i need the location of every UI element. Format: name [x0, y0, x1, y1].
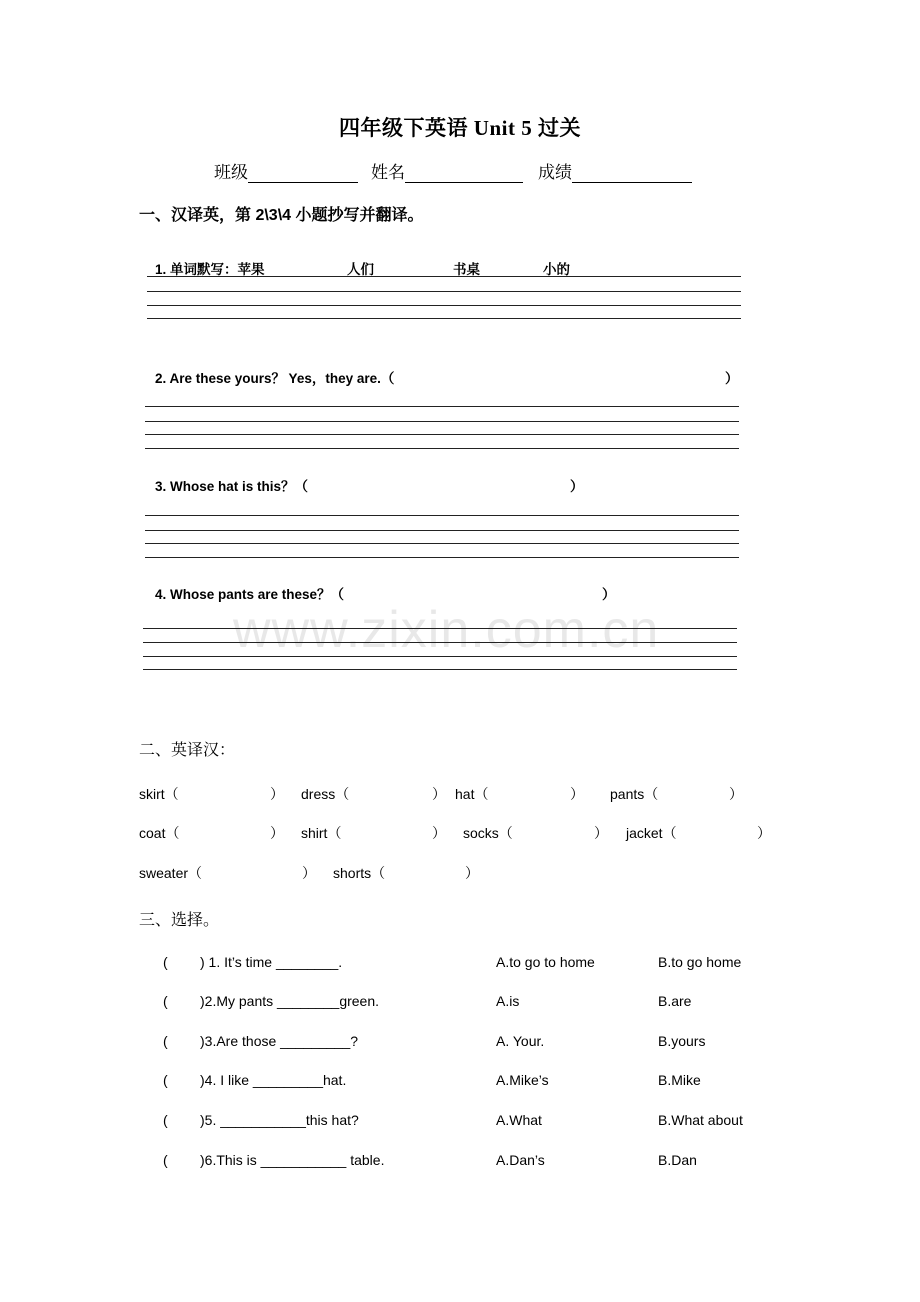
writing-line[interactable] [147, 318, 741, 319]
vocab-close: ） [270, 786, 284, 802]
q4-text: 4. Whose pants are these？（ [155, 587, 345, 602]
vocab-item-shorts[interactable]: shorts（ [333, 865, 386, 881]
section1-heading: 一、汉译英，第 2\3\4 小题抄写并翻译。 [139, 207, 424, 224]
score-blank[interactable] [572, 164, 692, 183]
writing-line[interactable] [145, 543, 739, 544]
question-stem: )2.My pants ________green. [200, 993, 380, 1009]
vocab-close: ） [570, 786, 584, 802]
vocab-item-socks[interactable]: socks（ [463, 825, 513, 841]
option-b[interactable]: B.are [658, 993, 692, 1009]
class-field[interactable] [214, 158, 358, 183]
page-title: 四年级下英语 Unit 5 过关 [339, 116, 581, 140]
option-a[interactable]: A.What [496, 1112, 542, 1128]
writing-line[interactable] [145, 448, 739, 449]
option-a[interactable]: A.Dan’s [496, 1152, 545, 1168]
vocab-item-pants[interactable]: pants（ [610, 786, 659, 802]
writing-line[interactable] [147, 276, 741, 277]
writing-line[interactable] [145, 557, 739, 558]
q4-close-paren: ） [602, 587, 616, 602]
vocab-item-dress[interactable]: dress（ [301, 786, 350, 802]
writing-line[interactable] [145, 515, 739, 516]
vocab-close: ） [757, 825, 771, 841]
writing-line[interactable] [145, 406, 739, 407]
option-b[interactable]: B.to go home [658, 954, 742, 970]
vocab-close: ） [432, 786, 446, 802]
option-b[interactable]: B.What about [658, 1112, 743, 1128]
answer-paren[interactable]: ( [163, 1033, 168, 1049]
vocab-item-coat[interactable]: coat（ [139, 825, 180, 841]
vocab-item-skirt[interactable]: skirt（ [139, 786, 179, 802]
answer-paren[interactable]: ( [163, 954, 168, 970]
vocab-close: ） [594, 825, 608, 841]
score-label: 成绩 [538, 163, 572, 182]
option-a[interactable]: A.Mike’s [496, 1072, 549, 1088]
writing-line[interactable] [145, 530, 739, 531]
section2-heading: 二、英译汉： [139, 742, 236, 759]
vocab-item-sweater[interactable]: sweater（ [139, 865, 203, 881]
watermark: www.zixin.com.cn [233, 601, 660, 659]
question-stem: )3.Are those _________? [200, 1033, 359, 1049]
writing-line[interactable] [145, 421, 739, 422]
question-stem: )4. I like _________hat. [200, 1072, 347, 1088]
vocab-close: ） [270, 825, 284, 841]
class-label: 班级 [214, 163, 248, 182]
answer-paren[interactable]: ( [163, 1112, 168, 1128]
vocab-close: ） [302, 865, 316, 881]
question-stem: ) 1. It’s time ________. [200, 954, 343, 970]
section3-heading: 三、选择。 [139, 912, 220, 929]
option-a[interactable]: A.is [496, 993, 520, 1009]
q1-word-1: 人们 [347, 262, 374, 277]
q2-text: 2. Are these yours？ Yes，they are.（ [155, 371, 395, 386]
writing-line[interactable] [147, 291, 741, 292]
option-b[interactable]: B.Mike [658, 1072, 701, 1088]
question-stem: )5. ___________this hat? [200, 1112, 359, 1128]
writing-line[interactable] [143, 669, 737, 670]
name-field[interactable] [371, 158, 523, 183]
q3-close-paren: ） [570, 479, 584, 494]
vocab-item-jacket[interactable]: jacket（ [626, 825, 677, 841]
writing-line[interactable] [145, 434, 739, 435]
vocab-item-shirt[interactable]: shirt（ [301, 825, 342, 841]
option-b[interactable]: B.Dan [658, 1152, 697, 1168]
q1-word-2: 书桌 [453, 262, 480, 277]
option-a[interactable]: A. Your. [496, 1033, 545, 1049]
answer-paren[interactable]: ( [163, 993, 168, 1009]
answer-paren[interactable]: ( [163, 1152, 168, 1168]
q1-word-3: 小的 [543, 262, 570, 277]
option-a[interactable]: A.to go to home [496, 954, 595, 970]
writing-line[interactable] [143, 642, 737, 643]
vocab-item-hat[interactable]: hat（ [455, 786, 489, 802]
writing-line[interactable] [143, 656, 737, 657]
writing-line[interactable] [147, 305, 741, 306]
q2-close-paren: ） [725, 371, 739, 386]
vocab-close: ） [432, 825, 446, 841]
name-blank[interactable] [405, 164, 523, 183]
score-field[interactable] [538, 158, 692, 183]
class-blank[interactable] [248, 164, 358, 183]
vocab-close: ） [729, 786, 743, 802]
answer-paren[interactable]: ( [163, 1072, 168, 1088]
vocab-close: ） [465, 865, 479, 881]
q1-label: 1. 单词默写：苹果 [155, 262, 265, 277]
question-stem: )6.This is ___________ table. [200, 1152, 385, 1168]
name-label: 姓名 [371, 163, 405, 182]
writing-line[interactable] [143, 628, 737, 629]
option-b[interactable]: B.yours [658, 1033, 706, 1049]
q3-text: 3. Whose hat is this？（ [155, 479, 309, 494]
